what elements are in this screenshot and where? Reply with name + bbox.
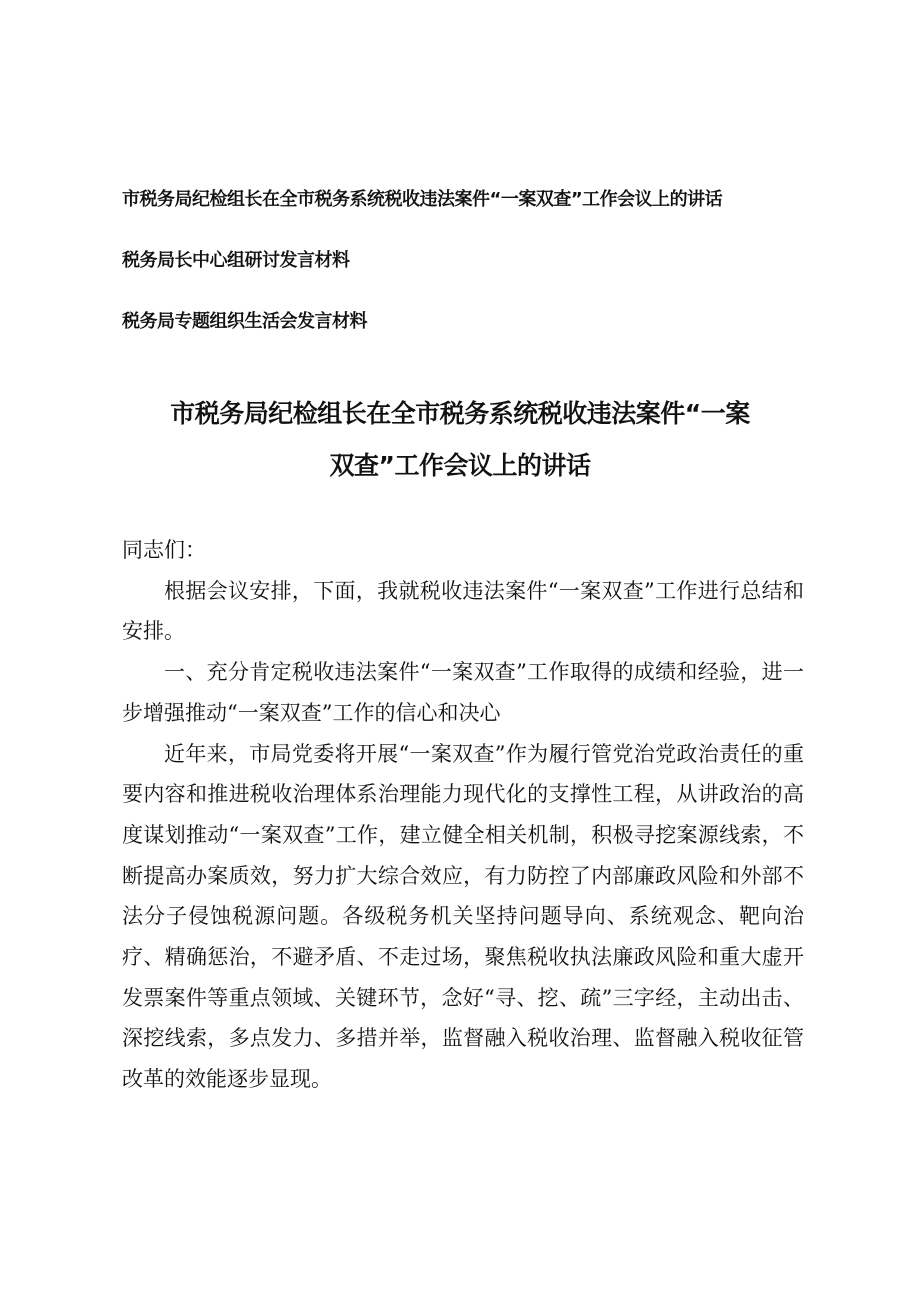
title-line-1: 市税务局纪检组长在全市税务系统税收违法案件“一案 (170, 399, 750, 428)
toc-item-study-group[interactable]: 税务局长中心组研讨发言材料 (122, 250, 350, 271)
document-title (100, 388, 820, 492)
section-heading-1: 一、充分肯定税收违法案件“一案双查”工作取得的成绩和经验，进一步增强推动“一案双查”工作的信心和决心 (122, 660, 804, 725)
toc-item-speech[interactable]: 市税务局纪检组长在全市税务系统税收违法案件“一案双查”工作会议上的讲话 (122, 189, 723, 210)
table-of-contents (122, 183, 822, 366)
document-body (122, 530, 804, 1100)
title-line-2: 双查”工作会议上的讲话 (329, 451, 591, 480)
salutation: 同志们： (122, 538, 206, 562)
toc-item-life-meeting[interactable]: 税务局专题组织生活会发言材料 (122, 311, 367, 332)
paragraph-intro: 根据会议安排，下面，我就税收违法案件“一案双查”工作进行总结和安排。 (122, 578, 804, 644)
paragraph-achievements: 近年来，市局党委将开展“一案双查”作为履行管党治党政治责任的重要内容和推进税收治理体系治理能力现代化的支撑性工程，从讲政治的高度谋划推动“一案双查”工作，建立健全相关机制，积极寻挖案源线索，不断提高办案质效，努力扩大综合效应，有力防控了内部廉政风险和外部不法分子侵蚀税源问题。各级税务机关坚持问题导向、系统观念、靶向治疗、精确惩治，不避矛盾、不走过场，聚焦税收执法廉政风险和重大虚开发票案件等重点领域、关键环节，念好“寻、挖、疏”三字经，主动出击、深挖线索，多点发力、多措并举，监督融入税收治理、监督融入税收征管改革的效能逐步显现。 (122, 741, 804, 1092)
